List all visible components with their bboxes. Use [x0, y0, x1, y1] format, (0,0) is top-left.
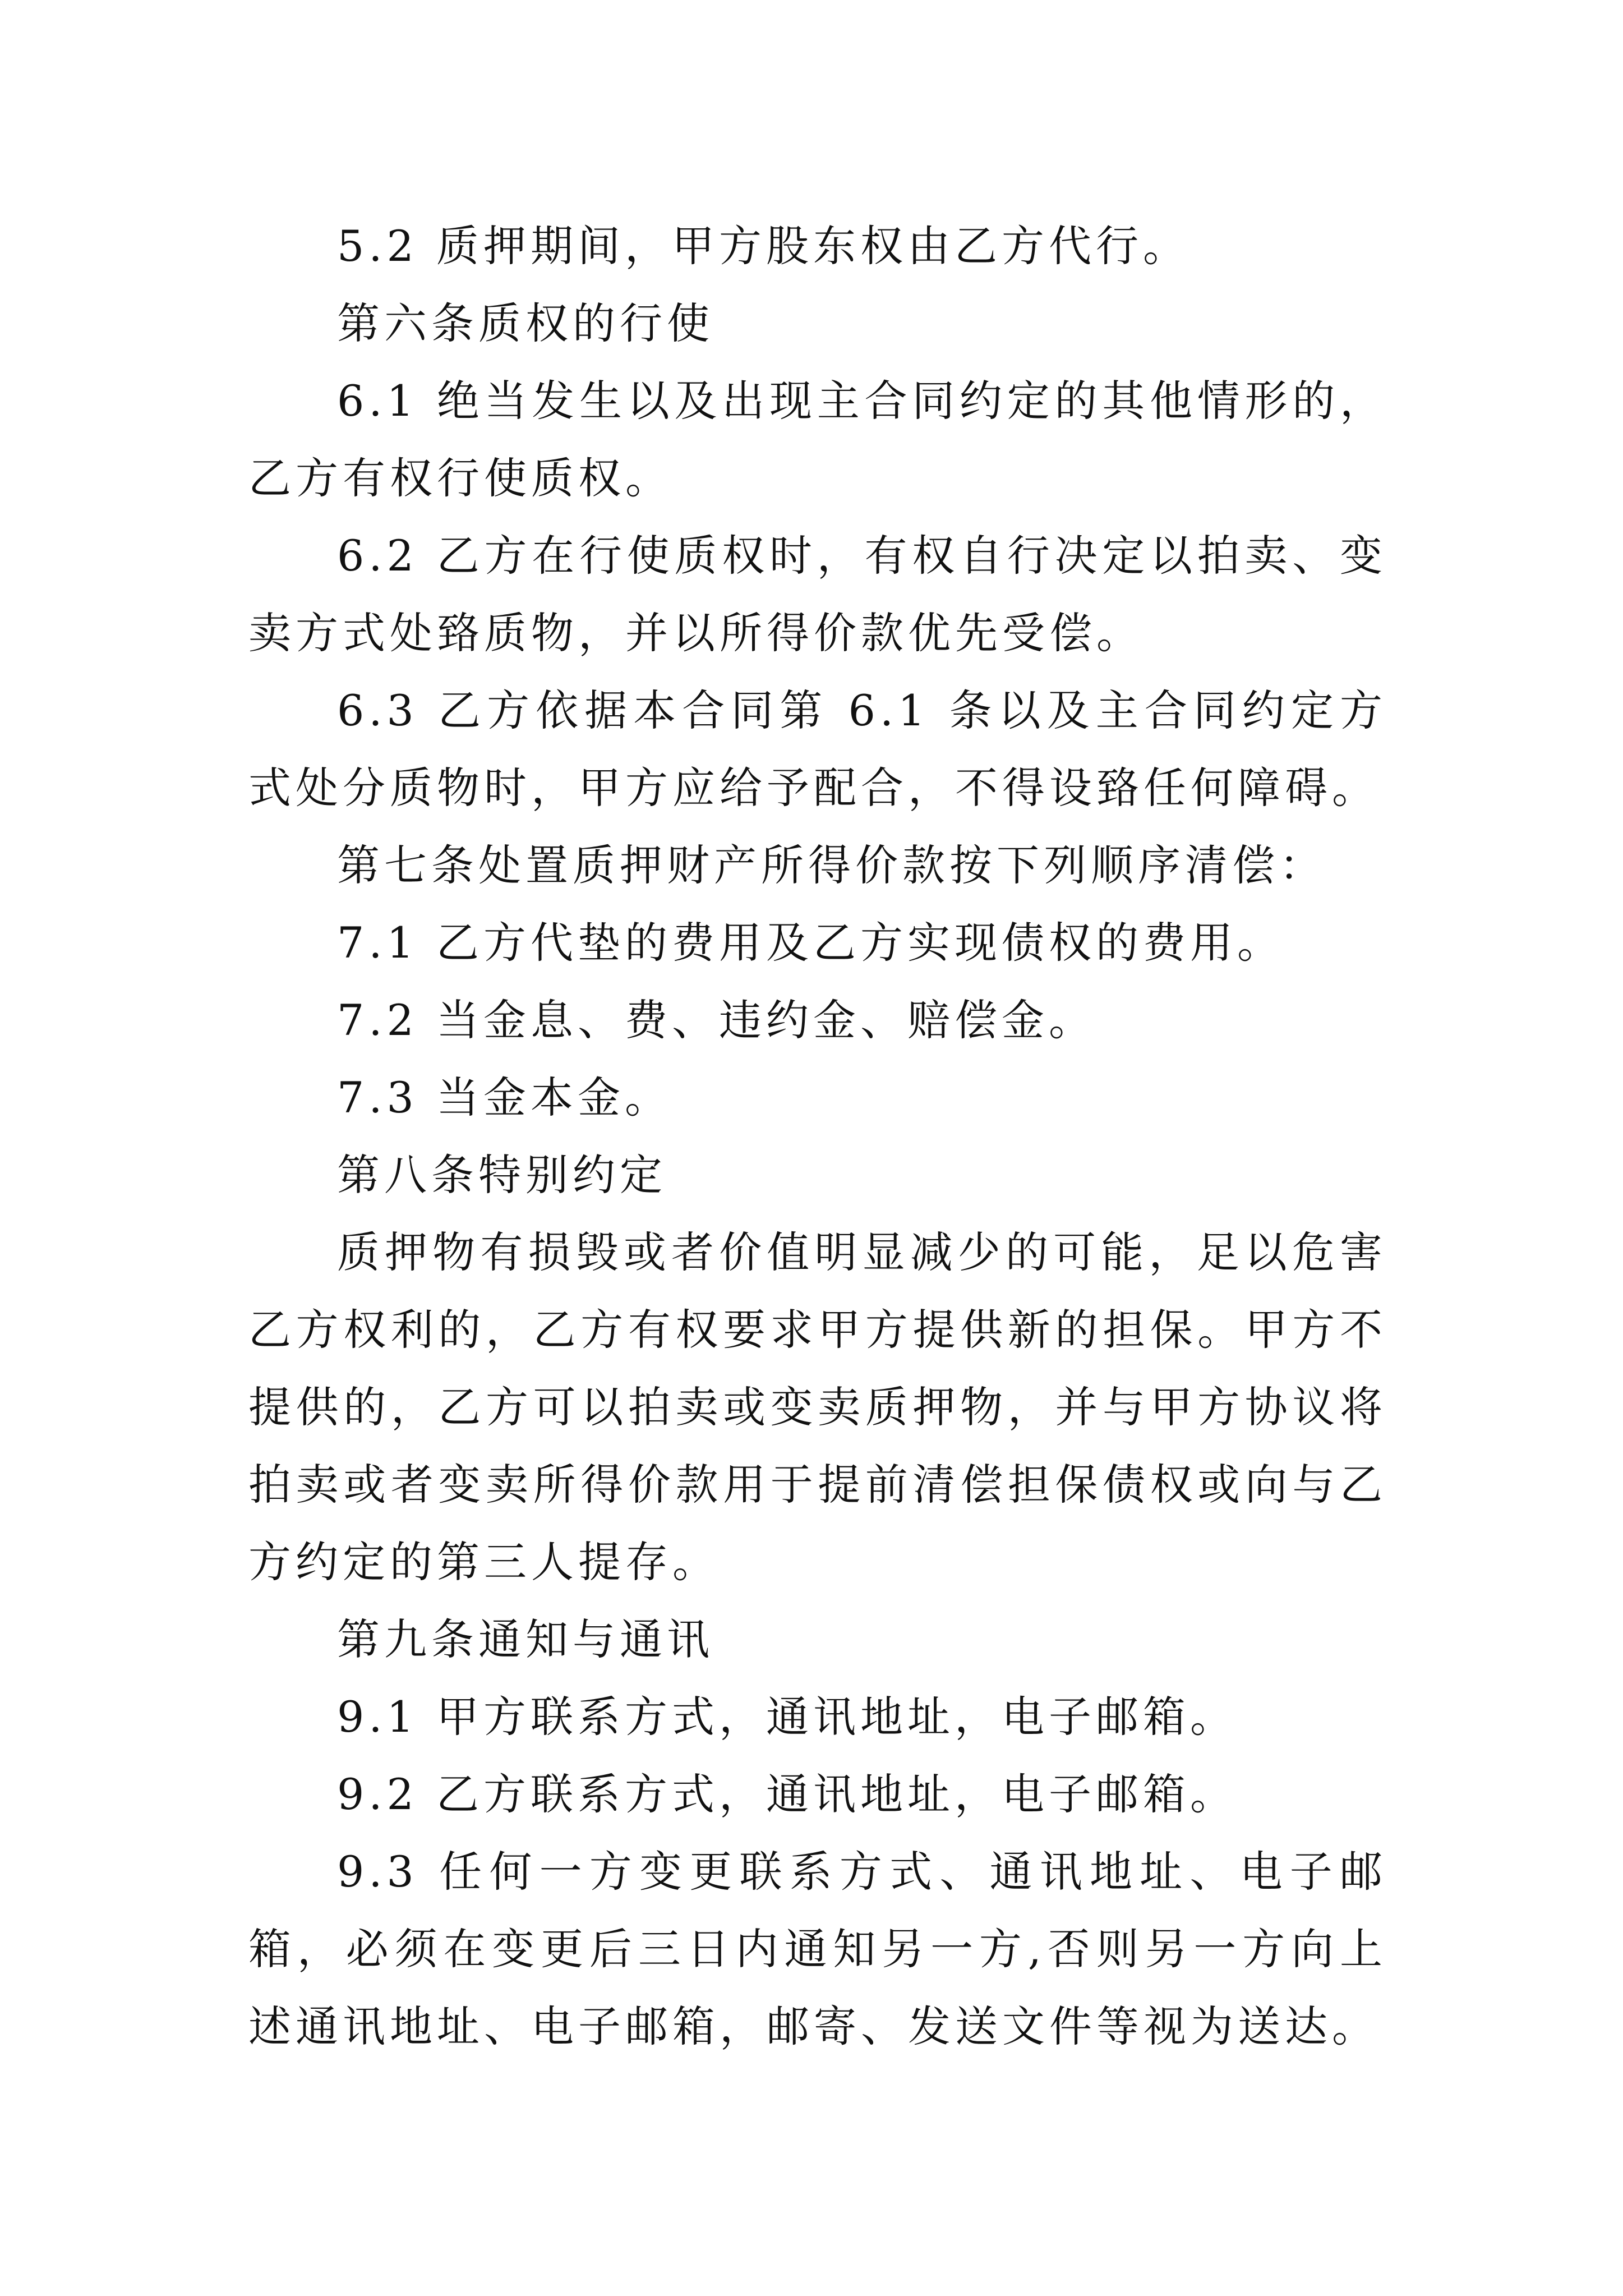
paragraph-9-2: 9.2 乙方联系方式，通讯地址，电子邮箱。	[337, 1769, 1238, 1819]
paragraph-7-3: 7.3 当金本金。	[337, 1073, 672, 1122]
heading-article-6: 第六条质权的行使	[337, 298, 714, 348]
heading-article-8: 第八条特别约定	[337, 1150, 667, 1200]
paragraph-7-1: 7.1 乙方代垫的费用及乙方实现债权的费用。	[337, 918, 1285, 968]
paragraph-8-body: 质押物有损毁或者价值明显减少的可能，足以危害乙方权利的，乙方有权要求甲方提供新的担保。甲方不提供的，乙方可以拍卖或变卖质押物，并与甲方协议将拍卖或者变卖所得价款用于提前清偿担保债权或向与乙方约定的第三人提存。	[248, 1227, 1387, 1587]
document-body	[248, 208, 1387, 2065]
paragraph-9-1: 9.1 甲方联系方式，通讯地址，电子邮箱。	[337, 1692, 1238, 1742]
paragraph-7-2: 7.2 当金息、费、违约金、赔偿金。	[337, 995, 1096, 1045]
paragraph-6-3: 6.3 乙方依据本合同第 6.1 条以及主合同约定方式处分质物时，甲方应给予配合，不得设臵任何障碍。	[248, 685, 1387, 813]
paragraph-5-2: 5.2 质押期间，甲方股东权由乙方代行。	[337, 221, 1191, 271]
heading-article-7: 第七条处置质押财产所得价款按下列顺序清偿：	[337, 840, 1326, 890]
paragraph-6-2: 6.2 乙方在行使质权时，有权自行决定以拍卖、变卖方式处臵质物，并以所得价款优先受偿。	[248, 531, 1387, 658]
heading-article-9: 第九条通知与通讯	[337, 1614, 714, 1664]
paragraph-9-3: 9.3 任何一方变更联系方式、通讯地址、电子邮箱，必须在变更后三日内通知另一方,否则另一方向上述通讯地址、电子邮箱，邮寄、发送文件等视为送达。	[248, 1847, 1387, 2051]
paragraph-6-1: 6.1 绝当发生以及出现主合同约定的其他情形的，乙方有权行使质权。	[248, 376, 1387, 503]
